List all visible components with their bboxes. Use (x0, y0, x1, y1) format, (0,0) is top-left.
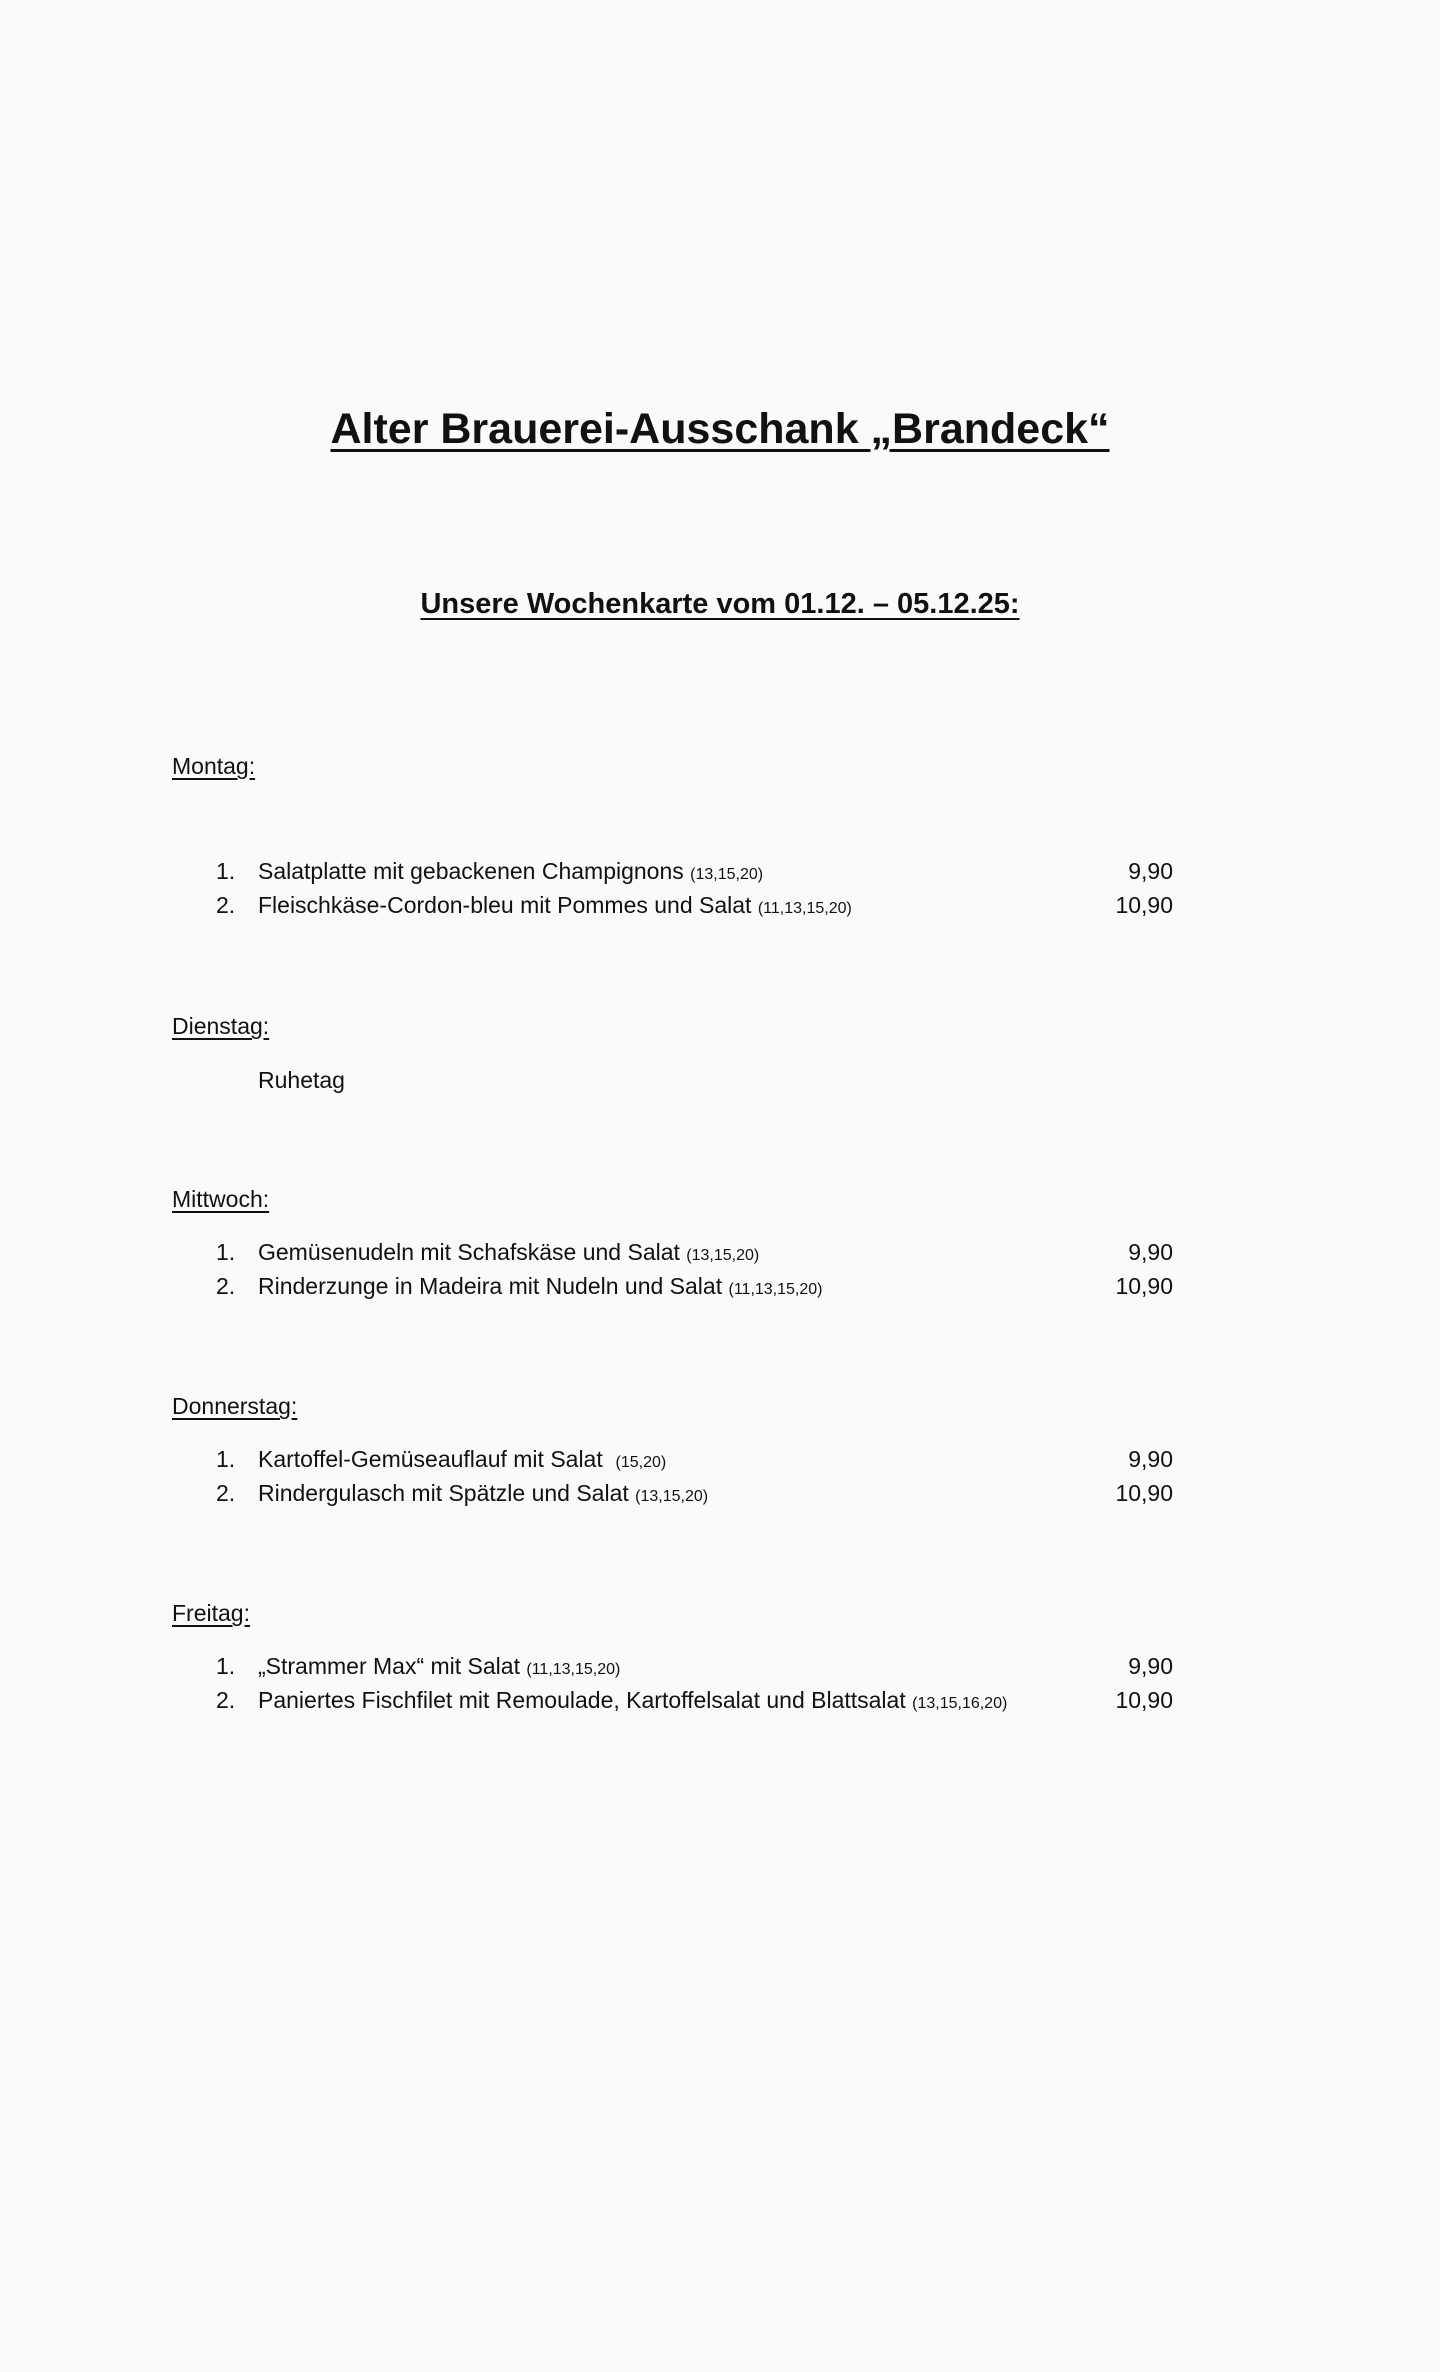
dish-number: 2. (216, 1480, 236, 1506)
dish-number: 2. (216, 892, 236, 918)
dish-text (258, 854, 763, 892)
dish-name: Gemüsenudeln mit Schafskäse und Salat (258, 1239, 680, 1265)
dish-allergens: (13,15,20) (690, 866, 764, 883)
dish-item (172, 1649, 1272, 1683)
dish-name: Paniertes Fischfilet mit Remoulade, Kartoffelsalat und Blattsalat (258, 1687, 906, 1713)
dish-price: 9,90 (1128, 1239, 1173, 1265)
dish-allergens: (11,13,15,20) (757, 900, 852, 917)
day-section-tuesday (172, 1009, 1272, 1097)
dish-allergens: (11,13,15,20) (526, 1661, 621, 1678)
dish-number: 2. (216, 1273, 236, 1299)
dish-allergens: (15,20) (615, 1454, 667, 1471)
dish-price: 10,90 (1115, 892, 1173, 918)
weekly-menu-subtitle: Unsere Wochenkarte vom 01.12. – 05.12.25: (420, 588, 1020, 620)
dish-number: 1. (216, 858, 236, 884)
dish-price: 9,90 (1128, 1653, 1173, 1679)
dish-text (258, 1649, 620, 1687)
dish-list-monday (172, 854, 1272, 922)
dish-allergens: (13,15,20) (686, 1247, 760, 1264)
dish-list-wednesday (172, 1235, 1272, 1303)
dish-item (172, 1269, 1272, 1303)
dish-number: 2. (216, 1687, 236, 1713)
dish-price: 10,90 (1115, 1687, 1173, 1713)
day-section-monday (172, 749, 1272, 922)
dish-name: Kartoffel-Gemüseauflauf mit Salat (258, 1446, 603, 1472)
dish-price: 10,90 (1115, 1480, 1173, 1506)
restaurant-title: Alter Brauerei-Ausschank „Brandeck“ (330, 405, 1110, 453)
day-section-wednesday (172, 1182, 1272, 1303)
dish-price: 9,90 (1128, 1446, 1173, 1472)
dish-name: Rinderzunge in Madeira mit Nudeln und Salat (258, 1273, 723, 1299)
dish-name: „Strammer Max“ mit Salat (258, 1653, 520, 1679)
dish-name: Fleischkäse-Cordon-bleu mit Pommes und Salat (258, 892, 752, 918)
dish-text (258, 1476, 708, 1514)
day-section-friday (172, 1596, 1272, 1717)
dish-item (172, 888, 1272, 922)
dish-number: 1. (216, 1446, 236, 1472)
dish-text (258, 1269, 823, 1307)
day-heading-wednesday: Mittwoch: (172, 1186, 270, 1212)
dish-price: 9,90 (1128, 858, 1173, 884)
dish-item (172, 1476, 1272, 1510)
dish-allergens: (11,13,15,20) (728, 1281, 823, 1298)
dish-name: Rindergulasch mit Spätzle und Salat (258, 1480, 629, 1506)
dish-number: 1. (216, 1653, 236, 1679)
day-heading-monday: Montag: (172, 753, 256, 779)
dish-price: 10,90 (1115, 1273, 1173, 1299)
dish-list-friday (172, 1649, 1272, 1717)
dish-item (172, 854, 1272, 888)
dish-text (258, 888, 852, 926)
dish-allergens: (13,15,16,20) (912, 1695, 1008, 1712)
dish-list-thursday (172, 1442, 1272, 1510)
closed-day-note: Ruhetag (258, 1067, 345, 1093)
dish-allergens: (13,15,20) (635, 1488, 709, 1505)
dish-number: 1. (216, 1239, 236, 1265)
dish-item (172, 1442, 1272, 1476)
dish-name: Salatplatte mit gebackenen Champignons (258, 858, 684, 884)
dish-text (258, 1442, 666, 1480)
day-heading-thursday: Donnerstag: (172, 1393, 298, 1419)
day-section-thursday (172, 1389, 1272, 1510)
dish-text (258, 1235, 759, 1273)
dish-item (172, 1683, 1272, 1717)
dish-item (172, 1235, 1272, 1269)
dish-text (258, 1683, 1007, 1721)
day-heading-tuesday: Dienstag: (172, 1013, 270, 1039)
day-heading-friday: Freitag: (172, 1600, 250, 1626)
